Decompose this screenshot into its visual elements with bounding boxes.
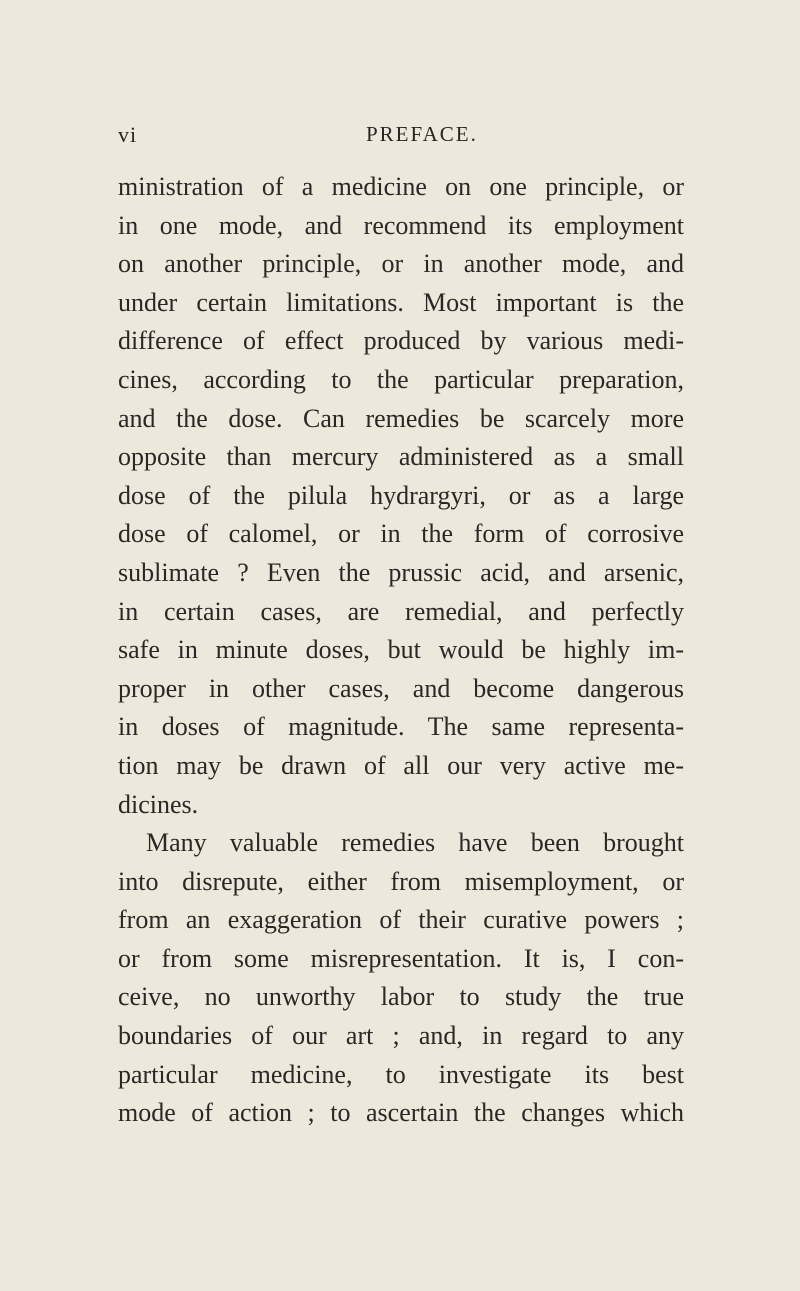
running-head xyxy=(118,122,678,152)
text-line: opposite than mercury administered as a small xyxy=(118,442,684,472)
text-line: into disrepute, either from misemployment, or xyxy=(118,866,684,896)
text-line: in certain cases, are remedial, and perfectly xyxy=(118,596,684,626)
text-line: and the dose. Can remedies be scarcely more xyxy=(118,403,684,433)
text-line: sublimate ? Even the prussic acid, and arsenic, xyxy=(118,557,684,587)
text-line: ceive, no unworthy labor to study the true xyxy=(118,982,684,1012)
text-line: from an exaggeration of their curative powers ; xyxy=(118,905,684,935)
text-line: proper in other cases, and become dangerous xyxy=(118,673,684,703)
body-text xyxy=(118,168,684,1133)
text-line: or from some misrepresentation. It is, I con- xyxy=(118,943,684,973)
text-line: mode of action ; to ascertain the changes which xyxy=(118,1098,684,1128)
text-line: on another principle, or in another mode, and xyxy=(118,249,684,279)
text-line: dicines. xyxy=(118,789,199,819)
text-line: cines, according to the particular preparation, xyxy=(118,364,684,394)
text-line: in doses of magnitude. The same representa- xyxy=(118,712,684,742)
text-line: boundaries of our art ; and, in regard to any xyxy=(118,1021,684,1051)
text-line: under certain limitations. Most important is the xyxy=(118,287,684,317)
text-line: Many valuable remedies have been brought xyxy=(146,828,684,858)
text-line: particular medicine, to investigate its best xyxy=(118,1059,684,1089)
text-line: ministration of a medicine on one principle, or xyxy=(118,172,684,201)
page-number: vi xyxy=(118,122,138,147)
text-line: safe in minute doses, but would be highly im- xyxy=(118,635,684,665)
text-line: difference of effect produced by various medi- xyxy=(118,326,684,356)
text-line: dose of the pilula hydrargyri, or as a large xyxy=(118,480,684,510)
running-title: PREFACE. xyxy=(366,122,478,146)
text-line: tion may be drawn of all our very active me- xyxy=(118,750,684,780)
text-line: in one mode, and recommend its employment xyxy=(118,210,684,240)
text-line: dose of calomel, or in the form of corrosive xyxy=(118,519,684,549)
